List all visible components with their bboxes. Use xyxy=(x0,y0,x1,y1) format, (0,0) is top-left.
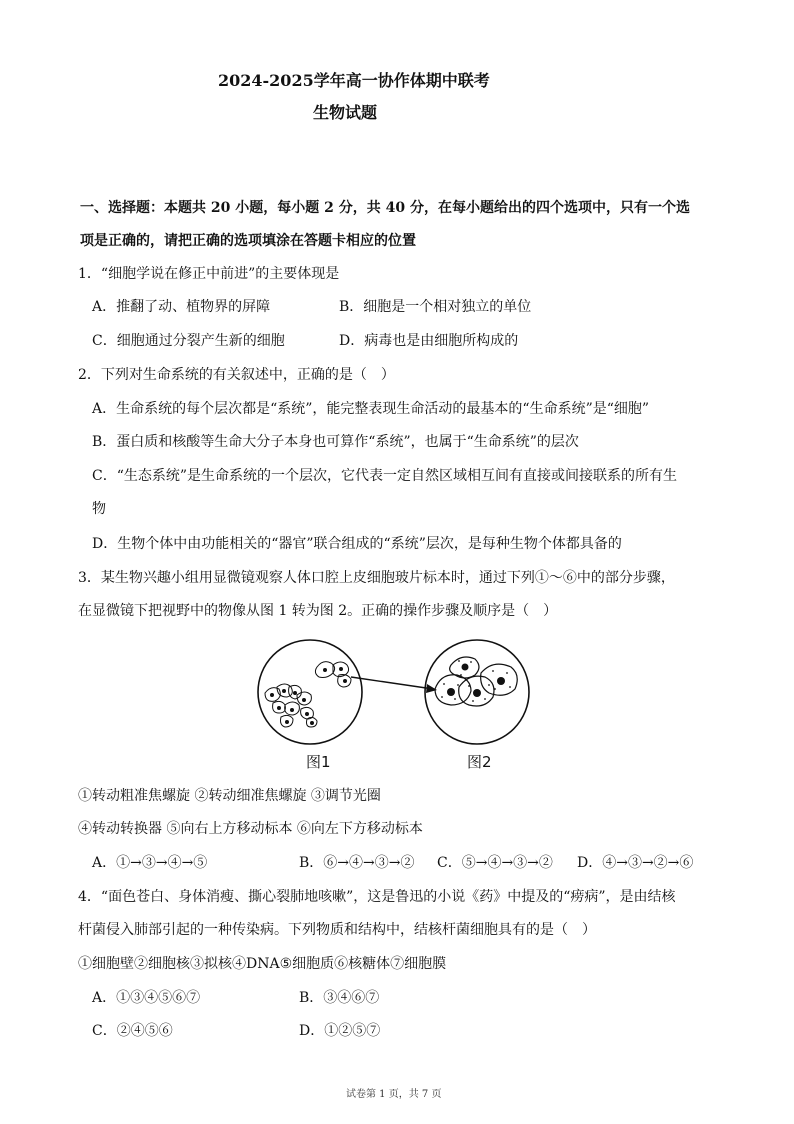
question-4-option-d: D．①②⑤⑦ xyxy=(299,1023,381,1039)
question-2-option-a: A．生命系统的每个层次都是“系统”，能完整表现生命活动的最基本的“生命系统”是“细胞” xyxy=(92,401,650,417)
transition-arrow xyxy=(351,677,433,689)
microscope-figure xyxy=(255,637,545,752)
question-3-option-d: D．④→③→②→⑥ xyxy=(577,855,694,871)
question-1-option-c: C．细胞通过分裂产生新的细胞 xyxy=(92,333,285,349)
question-2-option-c-cont: 物 xyxy=(92,501,106,517)
question-2-option-c: C．“生态系统”是生命系统的一个层次，它代表一定自然区域相互间有直接或间接联系的所有生 xyxy=(92,468,678,484)
question-2-option-b: B．蛋白质和核酸等生命大分子本身也可算作“系统”，也属于“生命系统”的层次 xyxy=(92,434,579,450)
question-2-stem: 2．下列对生命系统的有关叙述中，正确的是（ ） xyxy=(78,367,395,383)
question-3-steps-2: ④转动转换器 ⑤向右上方移动标本 ⑥向左下方移动标本 xyxy=(78,821,423,837)
question-1-option-a: A．推翻了动、植物界的屏障 xyxy=(92,299,271,315)
question-4-option-c: C．②④⑤⑥ xyxy=(92,1023,173,1039)
question-3-option-c: C．⑤→④→③→② xyxy=(437,855,553,871)
question-4-items: ①细胞壁②细胞核③拟核④DNA⑤细胞质⑥核糖体⑦细胞膜 xyxy=(78,956,447,972)
figure-1-label: 图1 xyxy=(306,753,331,771)
question-3-stem-cont: 在显微镜下把视野中的物像从图 1 转为图 2。正确的操作步骤及顺序是（ ） xyxy=(78,603,558,619)
fig1-field-circle xyxy=(258,640,362,744)
question-3-stem: 3．某生物兴趣小组用显微镜观察人体口腔上皮细胞玻片标本时，通过下列①～⑥中的部分步骤， xyxy=(78,570,675,586)
fig1-cells xyxy=(265,662,351,727)
question-4-option-a: A．①③④⑤⑥⑦ xyxy=(92,990,201,1006)
section-heading: 一、选择题：本题共 20 小题，每小题 2 分，共 40 分，在每小题给出的四个选项中，只有一个选 xyxy=(80,200,690,216)
question-3-option-b: B．⑥→④→③→② xyxy=(299,855,415,871)
exam-title: 2024-2025学年高一协作体期中联考 xyxy=(218,71,490,90)
question-4-option-b: B．③④⑥⑦ xyxy=(299,990,380,1006)
question-3-steps-1: ①转动粗准焦螺旋 ②转动细准焦螺旋 ③调节光圈 xyxy=(78,788,381,804)
page-number: 试卷第 1 页，共 7 页 xyxy=(346,1089,442,1100)
question-1-option-d: D．病毒也是由细胞所构成的 xyxy=(339,333,519,349)
question-1-stem: 1．“细胞学说在修正中前进”的主要体现是 xyxy=(78,266,340,282)
exam-subject: 生物试题 xyxy=(313,103,378,122)
question-2-option-d: D．生物个体中由功能相关的“器官”联合组成的“系统”层次，是每种生物个体都具备的 xyxy=(92,536,622,552)
question-4-stem: 4．“面色苍白、身体消瘦、撕心裂肺地咳嗽”，这是鲁迅的小说《药》中提及的“痨病”，是由结核 xyxy=(78,889,676,905)
question-4-stem-cont: 杆菌侵入肺部引起的一种传染病。下列物质和结构中，结核杆菌细胞具有的是（ ） xyxy=(78,922,596,938)
question-1-option-b: B．细胞是一个相对独立的单位 xyxy=(339,299,532,315)
figure-2-label: 图2 xyxy=(467,753,492,771)
question-3-option-a: A．①→③→④→⑤ xyxy=(92,855,208,871)
section-heading-cont: 项是正确的，请把正确的选项填涂在答题卡相应的位置 xyxy=(80,233,416,249)
